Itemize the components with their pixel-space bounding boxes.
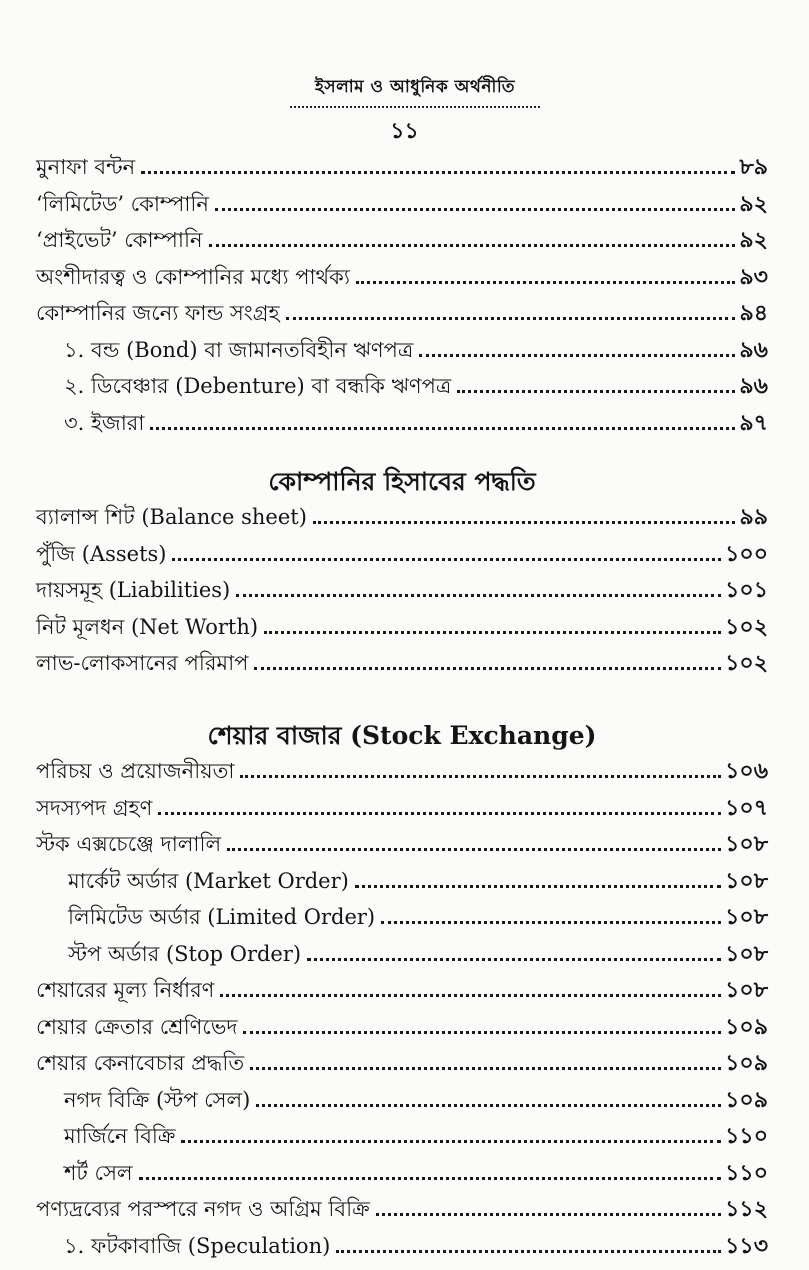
toc-entry: স্টক এক্সচেঞ্জে দালালি ১০৮ <box>36 827 768 864</box>
toc-section-company <box>36 150 768 442</box>
toc-entry: পণ্যদ্রব্যের পরস্পরে নগদ ও অগ্রিম বিক্রি ১১২ <box>36 1192 768 1229</box>
section-heading-stock-exchange: শেয়ার বাজার (Stock Exchange) <box>207 721 597 750</box>
toc-entry: পরিচয় ও প্রয়োজনীয়তা ১০৬ <box>36 754 768 791</box>
section-heading-accounting: কোম্পানির হিসাবের পদ্ধতি <box>268 467 536 496</box>
toc-entry: শেয়ার কেনাবেচার প্রদ্ধতি ১০৯ <box>36 1046 768 1083</box>
toc-entry: ব্যালান্স শিট (Balance sheet) ৯৯ <box>36 500 768 537</box>
toc-entry: ‘লিমিটেড’ কোম্পানি ৯২ <box>36 187 768 224</box>
toc-entry: নিট মূলধন (Net Worth) ১০২ <box>36 610 768 647</box>
page-number: ১১ <box>390 118 419 144</box>
toc-entry: ‘প্রাইভেট’ কোম্পানি ৯২ <box>36 223 768 260</box>
toc-entry: পুঁজি (Assets) ১০০ <box>36 537 768 574</box>
running-head: ইসলাম ও আধুনিক অর্থনীতি <box>290 74 540 108</box>
toc-entry: শেয়ারের মূল্য নির্ধারণ ১০৮ <box>36 973 768 1010</box>
toc-entry: মুনাফা বন্টন ৮৯ <box>36 150 768 187</box>
toc-entry: দায়সমূহ (Liabilities) ১০১ <box>36 573 768 610</box>
toc-section-stock-exchange <box>36 754 768 1265</box>
toc-entry: সদস্যপদ গ্রহণ ১০৭ <box>36 791 768 828</box>
toc-subentry: মার্জিনে বিক্রি ১১০ <box>36 1119 768 1156</box>
toc-subentry: স্টপ অর্ডার (Stop Order) ১০৮ <box>36 937 768 974</box>
toc-subentry: ১. ফটকাবাজি (Speculation) ১১৩ <box>36 1229 768 1266</box>
toc-subentry: লিমিটেড অর্ডার (Limited Order) ১০৮ <box>36 900 768 937</box>
toc-subentry: শর্ট সেল ১১০ <box>36 1156 768 1193</box>
toc-subentry: মার্কেট অর্ডার (Market Order) ১০৮ <box>36 864 768 901</box>
toc-entry: লাভ-লোকসানের পরিমাপ ১০২ <box>36 646 768 683</box>
toc-subentry: ৩. ইজারা ৯৭ <box>36 406 768 443</box>
toc-section-accounting <box>36 500 768 683</box>
toc-subentry: নগদ বিক্রি (স্টপ সেল) ১০৯ <box>36 1083 768 1120</box>
toc-subentry: ২. ডিবেঞ্চার (Debenture) বা বন্ধকি ঋণপত্র ৯৬ <box>36 369 768 406</box>
toc-subentry: ১. বন্ড (Bond) বা জামানতবিহীন ঋণপত্র ৯৬ <box>36 333 768 370</box>
toc-entry: অংশীদারত্ব ও কোম্পানির মধ্যে পার্থক্য ৯৩ <box>36 260 768 297</box>
toc-entry: কোম্পানির জন্যে ফান্ড সংগ্রহ ৯৪ <box>36 296 768 333</box>
toc-entry: শেয়ার ক্রেতার শ্রেণিভেদ ১০৯ <box>36 1010 768 1047</box>
